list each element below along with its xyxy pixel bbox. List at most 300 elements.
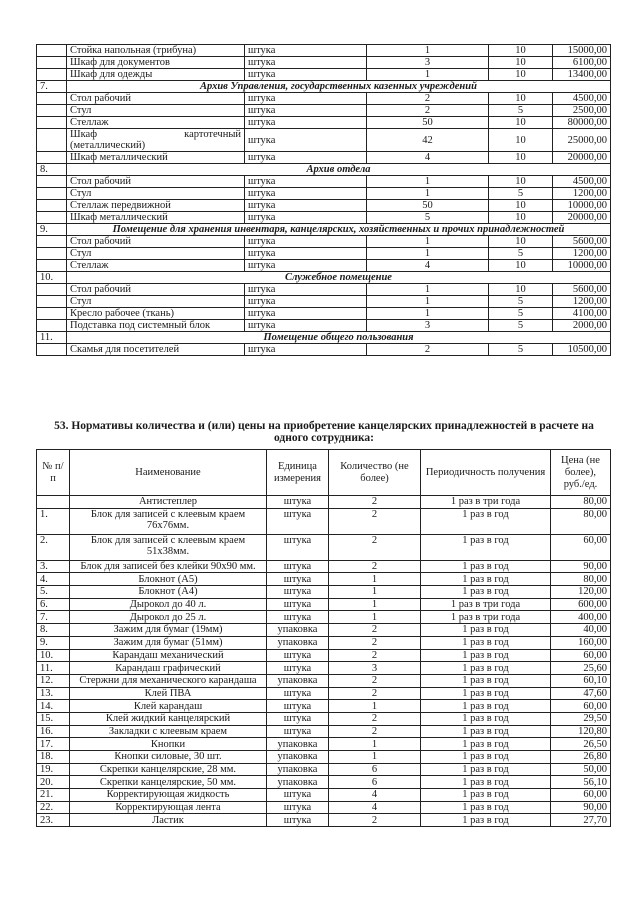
row-num: 1. [37,508,70,534]
item-name: Скрепки канцелярские, 28 мм. [70,763,267,776]
item-price: 60,00 [551,789,611,802]
item-period: 1 раз в три года [421,598,551,611]
item-price: 5600,00 [553,236,611,248]
item-unit: штука [245,105,367,117]
item-period: 10 [489,117,553,129]
item-period: 1 раз в год [421,738,551,751]
item-price: 27,70 [551,814,611,827]
item-name: Стул [67,296,245,308]
item-period: 10 [489,45,553,57]
item-unit: упаковка [267,751,329,764]
item-period: 1 раз в год [421,508,551,534]
item-name: Шкаф для одежды [67,69,245,81]
item-name: Клей карандаш [70,700,267,713]
item-price: 160,00 [551,636,611,649]
item-price: 1200,00 [553,296,611,308]
item-qty: 42 [367,129,489,152]
item-name: Стол рабочий [67,176,245,188]
item-qty: 3 [329,662,421,675]
table-row [37,534,611,560]
item-unit: штука [267,586,329,599]
item-name: Корректирующая лента [70,801,267,814]
item-name: Ластик [70,814,267,827]
item-qty: 2 [329,636,421,649]
item-qty: 4 [367,260,489,272]
table-row [37,776,611,789]
item-unit: штука [245,129,367,152]
item-price: 4500,00 [553,93,611,105]
table-row [37,308,611,320]
item-price: 25000,00 [553,129,611,152]
row-num: 23. [37,814,70,827]
table-row [37,152,611,164]
table-row [37,344,611,356]
item-name: Блок для записей без клейки 90х90 мм. [70,560,267,573]
item-qty: 2 [329,712,421,725]
item-unit: штука [245,45,367,57]
item-name: Корректирующая жидкость [70,789,267,802]
table-row [37,573,611,586]
section-row [37,81,611,93]
item-unit: штука [245,117,367,129]
row-num [37,260,67,272]
table-row [37,763,611,776]
item-price: 60,00 [551,534,611,560]
row-num: 21. [37,789,70,802]
item-unit: штука [245,236,367,248]
item-price: 90,00 [551,801,611,814]
header-name: Наименование [70,450,267,496]
item-period: 10 [489,176,553,188]
row-num: 15. [37,712,70,725]
item-qty: 2 [329,508,421,534]
item-price: 40,00 [551,624,611,637]
item-period: 5 [489,248,553,260]
table-row [37,200,611,212]
item-unit: штука [267,801,329,814]
item-period: 5 [489,105,553,117]
item-unit: штука [245,320,367,332]
item-unit: штука [267,687,329,700]
item-name-line [70,129,241,140]
row-num [37,93,67,105]
item-qty: 5 [367,212,489,224]
table-row [37,69,611,81]
table-row [37,496,611,509]
item-period: 5 [489,296,553,308]
item-qty: 1 [329,751,421,764]
item-name: Дырокол до 25 л. [70,611,267,624]
item-qty: 1 [329,738,421,751]
header-price: Цена (не более), руб./ед. [551,450,611,496]
item-qty: 6 [329,776,421,789]
item-qty: 2 [329,687,421,700]
item-unit: штука [245,212,367,224]
row-num: 13. [37,687,70,700]
item-price: 120,00 [551,586,611,599]
item-unit: штука [267,508,329,534]
item-name: Стеллаж [67,117,245,129]
row-num: 14. [37,700,70,713]
table-row [37,649,611,662]
item-period: 10 [489,284,553,296]
item-unit: штука [267,662,329,675]
section-num: 7. [37,81,67,93]
item-name: Стол рабочий [67,284,245,296]
table-row [37,725,611,738]
item-price: 1200,00 [553,248,611,260]
row-num: 9. [37,636,70,649]
table-row [37,751,611,764]
item-price: 4500,00 [553,176,611,188]
item-price: 80,00 [551,508,611,534]
item-price: 20000,00 [553,152,611,164]
item-price: 47,60 [551,687,611,700]
item-qty: 50 [367,200,489,212]
item-price: 26,80 [551,751,611,764]
furniture-norms-table [36,44,611,356]
table-row [37,738,611,751]
item-price: 2000,00 [553,320,611,332]
row-num [37,284,67,296]
item-period: 5 [489,320,553,332]
section-num: 9. [37,224,67,236]
table-row [37,188,611,200]
item-unit: штука [267,725,329,738]
header-qty: Количество (не более) [329,450,421,496]
item-name: Стержни для механического карандаша [70,674,267,687]
item-unit: штука [245,176,367,188]
table-row [37,105,611,117]
item-unit: штука [245,69,367,81]
item-unit: штука [245,344,367,356]
row-num: 2. [37,534,70,560]
row-num [37,212,67,224]
item-qty: 2 [329,725,421,738]
section-title: Помещение общего пользования [67,332,611,344]
item-name: Стойка напольная (трибуна) [67,45,245,57]
item-qty: 4 [329,801,421,814]
item-unit: штука [245,152,367,164]
item-name: Шкаф металлический [67,152,245,164]
item-period: 1 раз в год [421,700,551,713]
item-period: 5 [489,344,553,356]
item-name-part: Шкаф [70,129,97,140]
item-name [67,129,245,152]
row-num [37,308,67,320]
row-num [37,45,67,57]
item-unit: штука [245,296,367,308]
item-period: 1 раз в год [421,763,551,776]
item-qty: 50 [367,117,489,129]
item-qty: 2 [329,496,421,509]
item-unit: штука [267,496,329,509]
item-name: Стул [67,105,245,117]
item-price: 56,10 [551,776,611,789]
table-row [37,296,611,308]
item-period: 1 раз в год [421,814,551,827]
item-period: 1 раз в год [421,687,551,700]
row-num: 17. [37,738,70,751]
row-num [37,248,67,260]
item-name-part: картотечный [184,129,241,140]
row-num: 6. [37,598,70,611]
item-qty: 2 [329,674,421,687]
item-unit: штука [267,560,329,573]
item-qty: 1 [367,236,489,248]
item-unit: упаковка [267,636,329,649]
item-qty: 1 [329,611,421,624]
heading-line-1: 53. Нормативы количества и (или) цены на приобретение канцелярских принадлежностей в расчете на [54,420,594,432]
item-name: Блок для записей с клеевым краем 51х38мм. [70,534,267,560]
item-qty: 2 [367,93,489,105]
row-num: 10. [37,649,70,662]
item-unit: штука [245,200,367,212]
table-row [37,789,611,802]
item-price: 1200,00 [553,188,611,200]
table-row [37,624,611,637]
row-num [37,320,67,332]
item-price: 80,00 [551,496,611,509]
item-price: 15000,00 [553,45,611,57]
table-row [37,814,611,827]
row-num: 12. [37,674,70,687]
table-row [37,260,611,272]
item-name: Кнопки [70,738,267,751]
table-row [37,212,611,224]
table-row [37,598,611,611]
table-row [37,129,611,152]
item-price: 4100,00 [553,308,611,320]
item-unit: штука [267,649,329,662]
item-price: 29,50 [551,712,611,725]
item-unit: штука [245,284,367,296]
table-row [37,801,611,814]
item-name: Зажим для бумаг (19мм) [70,624,267,637]
table-row [37,611,611,624]
item-name: Зажим для бумаг (51мм) [70,636,267,649]
item-price: 80,00 [551,573,611,586]
section-row [37,332,611,344]
row-num [37,57,67,69]
item-qty: 1 [329,586,421,599]
row-num: 4. [37,573,70,586]
item-period: 1 раз в год [421,586,551,599]
item-qty: 1 [367,284,489,296]
item-price: 400,00 [551,611,611,624]
row-num: 20. [37,776,70,789]
item-unit: упаковка [267,776,329,789]
item-period: 5 [489,188,553,200]
row-num: 18. [37,751,70,764]
item-price: 10000,00 [553,260,611,272]
section-num: 11. [37,332,67,344]
table-row [37,176,611,188]
item-name: Стол рабочий [67,93,245,105]
item-unit: штука [245,188,367,200]
row-num: 19. [37,763,70,776]
item-unit: упаковка [267,674,329,687]
item-period: 10 [489,200,553,212]
item-unit: штука [267,700,329,713]
item-period: 1 раз в год [421,801,551,814]
item-name: Стеллаж передвижной [67,200,245,212]
item-name: Клей жидкий канцелярский [70,712,267,725]
item-period: 1 раз в год [421,636,551,649]
item-name: Скрепки канцелярские, 50 мм. [70,776,267,789]
section-row [37,224,611,236]
item-period: 10 [489,212,553,224]
item-qty: 1 [367,248,489,260]
item-price: 25,60 [551,662,611,675]
item-period: 1 раз в год [421,560,551,573]
item-price: 60,10 [551,674,611,687]
table-row [37,700,611,713]
item-price: 5600,00 [553,284,611,296]
item-period: 1 раз в год [421,534,551,560]
item-qty: 2 [367,105,489,117]
section-title: Архив отдела [67,164,611,176]
item-qty: 2 [367,344,489,356]
item-period: 1 раз в год [421,725,551,738]
item-unit: штука [267,712,329,725]
item-price: 60,00 [551,649,611,662]
item-qty: 6 [329,763,421,776]
item-qty: 1 [329,573,421,586]
item-unit: штука [245,308,367,320]
item-qty: 4 [329,789,421,802]
item-price: 26,50 [551,738,611,751]
row-num [37,105,67,117]
item-unit: штука [245,260,367,272]
item-name: Карандаш механический [70,649,267,662]
table-row [37,674,611,687]
row-num: 7. [37,611,70,624]
item-unit: упаковка [267,624,329,637]
item-period: 10 [489,57,553,69]
item-period: 1 раз в год [421,573,551,586]
item-price: 90,00 [551,560,611,573]
item-period: 10 [489,260,553,272]
item-period: 1 раз в три года [421,496,551,509]
item-qty: 2 [329,649,421,662]
row-num [37,152,67,164]
item-period: 10 [489,69,553,81]
table-row [37,93,611,105]
item-period: 1 раз в год [421,712,551,725]
row-num: 8. [37,624,70,637]
item-qty: 2 [329,560,421,573]
item-qty: 1 [367,296,489,308]
item-name: Блокнот (А5) [70,573,267,586]
item-unit: штука [267,573,329,586]
header-period: Периодичность получения [421,450,551,496]
item-period: 10 [489,236,553,248]
row-num [37,236,67,248]
heading-line-2: одного сотрудника: [273,432,375,444]
row-num [37,129,67,152]
item-qty: 2 [329,814,421,827]
row-num [37,344,67,356]
item-price: 120,80 [551,725,611,738]
row-num [37,176,67,188]
item-unit: штука [245,57,367,69]
table-row [37,57,611,69]
item-qty: 1 [367,308,489,320]
item-name: Блок для записей с клеевым краем 76х76мм. [70,508,267,534]
item-period: 1 раз в год [421,789,551,802]
stationery-norms-table [36,449,611,827]
item-name: Шкаф для документов [67,57,245,69]
item-unit: штука [267,598,329,611]
item-name-part: (металлический) [70,140,146,151]
table-row [37,662,611,675]
row-num: 5. [37,586,70,599]
item-period: 1 раз в год [421,751,551,764]
item-price: 80000,00 [553,117,611,129]
item-name: Дырокол до 40 л. [70,598,267,611]
item-name: Шкаф металлический [67,212,245,224]
row-num [37,117,67,129]
table-row [37,636,611,649]
item-period: 1 раз в год [421,624,551,637]
item-unit: штука [245,93,367,105]
item-name: Стол рабочий [67,236,245,248]
item-period: 10 [489,152,553,164]
item-name: Закладки с клеевым краем [70,725,267,738]
table-row [37,712,611,725]
item-qty: 3 [367,57,489,69]
item-unit: штука [267,534,329,560]
item-period: 1 раз в три года [421,611,551,624]
section-title: Помещение для хранения инвентаря, канцелярских, хозяйственных и прочих принадлежностей [67,224,611,236]
item-price: 10500,00 [553,344,611,356]
item-name: Подставка под системный блок [67,320,245,332]
item-qty: 3 [367,320,489,332]
header-num: № п/п [37,450,70,496]
table-row [37,508,611,534]
item-unit: штука [245,248,367,260]
item-price: 600,00 [551,598,611,611]
item-price: 6100,00 [553,57,611,69]
table-row [37,45,611,57]
row-num [37,69,67,81]
item-period: 10 [489,129,553,152]
item-price: 60,00 [551,700,611,713]
item-price: 13400,00 [553,69,611,81]
item-qty: 1 [367,188,489,200]
table-row [37,586,611,599]
item-name: Стул [67,188,245,200]
header-unit: Единица измерения [267,450,329,496]
section-num: 8. [37,164,67,176]
table-row [37,248,611,260]
table-row [37,117,611,129]
table-row [37,687,611,700]
row-num: 11. [37,662,70,675]
item-period: 10 [489,93,553,105]
item-unit: упаковка [267,763,329,776]
item-period: 1 раз в год [421,662,551,675]
item-qty: 2 [329,624,421,637]
section-row [37,272,611,284]
item-name: Кресло рабочее (ткань) [67,308,245,320]
item-period: 1 раз в год [421,674,551,687]
table-header-row [37,450,611,496]
section-title: Служебное помещение [67,272,611,284]
table-row [37,560,611,573]
section-title: Архив Управления, государственных казенных учреждений [67,81,611,93]
